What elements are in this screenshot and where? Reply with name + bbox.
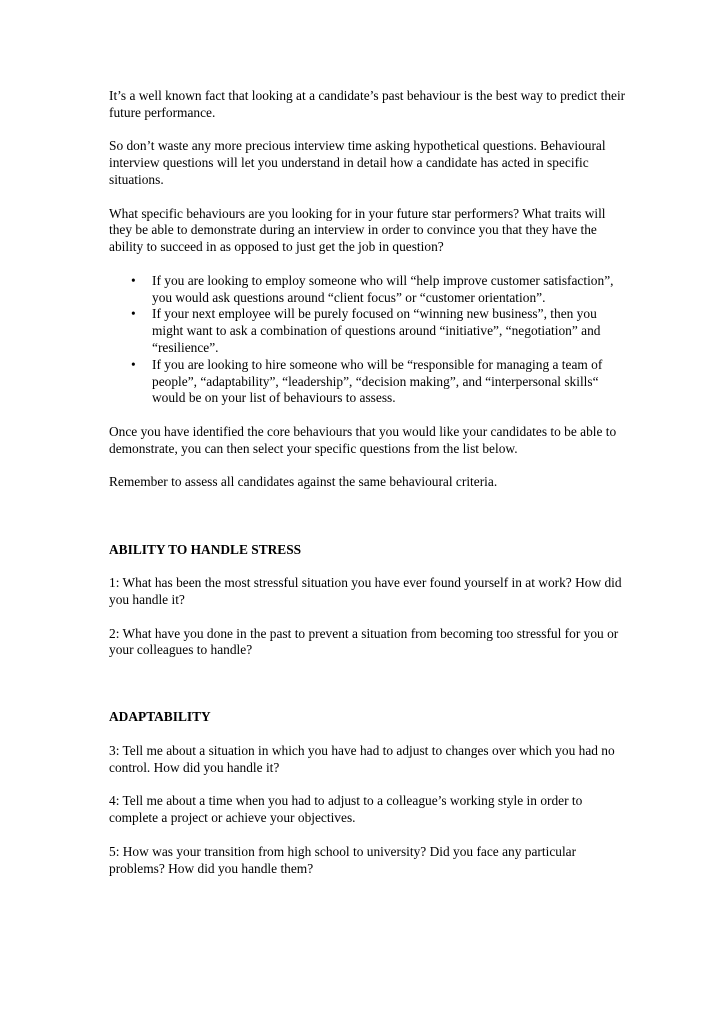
question-4: 4: Tell me about a time when you had to adjust to a colleague’s working style in order to complete a project or achieve your objectives. xyxy=(109,793,583,826)
section-spacer xyxy=(109,676,629,710)
list-item-text: If you are looking to hire someone who will be “responsible for managing a team of people”, “adaptability”, “leadership”, “decision making”, and “interpersonal skills“ would be on your list of behaviours to assess. xyxy=(152,356,603,406)
question-1: 1: What has been the most stressful situation you have ever found yourself in at work? How did you handle it? xyxy=(109,575,622,607)
behaviour-examples-list xyxy=(109,273,629,407)
bullet-icon: • xyxy=(131,306,136,322)
section-heading-adaptability: ADAPTABILITY xyxy=(109,709,211,725)
closing-paragraph-1: Once you have identified the core behaviours that you would like your candidates to be able to demonstrate, you can then select your specific questions from the list below. xyxy=(109,423,617,456)
intro-paragraph-1: It’s a well known fact that looking at a candidate’s past behaviour is the best way to predict their future performance. xyxy=(109,88,626,120)
list-item-text: If your next employee will be purely focused on “winning new business”, then you might want to ask a combination of questions around “initiative”, “negotiation” and “resilience”. xyxy=(152,306,601,355)
bullet-icon: • xyxy=(131,272,136,288)
list-item xyxy=(109,306,629,356)
question-3: 3: Tell me about a situation in which you have had to adjust to changes over which you had no control. How did you handle it? xyxy=(109,743,615,775)
list-item-text: If you are looking to employ someone who will “help improve customer satisfaction”, you would ask questions around “client focus” or “customer orientation”. xyxy=(152,272,614,305)
question-5: 5: How was your transition from high school to university? Did you face any particular problems? How did you handle them? xyxy=(109,843,577,876)
section-heading-stress: ABILITY TO HANDLE STRESS xyxy=(109,541,302,557)
document-page xyxy=(109,88,629,894)
section-spacer xyxy=(109,508,629,542)
bullet-icon: • xyxy=(131,356,136,372)
question-2: 2: What have you done in the past to prevent a situation from becoming too stressful for you or your colleagues to handle? xyxy=(109,625,619,658)
closing-paragraph-2: Remember to assess all candidates against the same behavioural criteria. xyxy=(109,474,498,490)
intro-paragraph-3: What specific behaviours are you looking for in your future star performers? What traits will they be able to demonstrate during an interview in order to convince you that they have the ability to succeed in as opposed to just get the job in question? xyxy=(109,205,606,255)
list-item xyxy=(109,273,629,307)
list-item xyxy=(109,357,629,407)
intro-paragraph-2: So don’t waste any more precious interview time asking hypothetical questions. Behavioural interview questions will let you understand in detail how a candidate has acted in specific situations. xyxy=(109,138,606,187)
